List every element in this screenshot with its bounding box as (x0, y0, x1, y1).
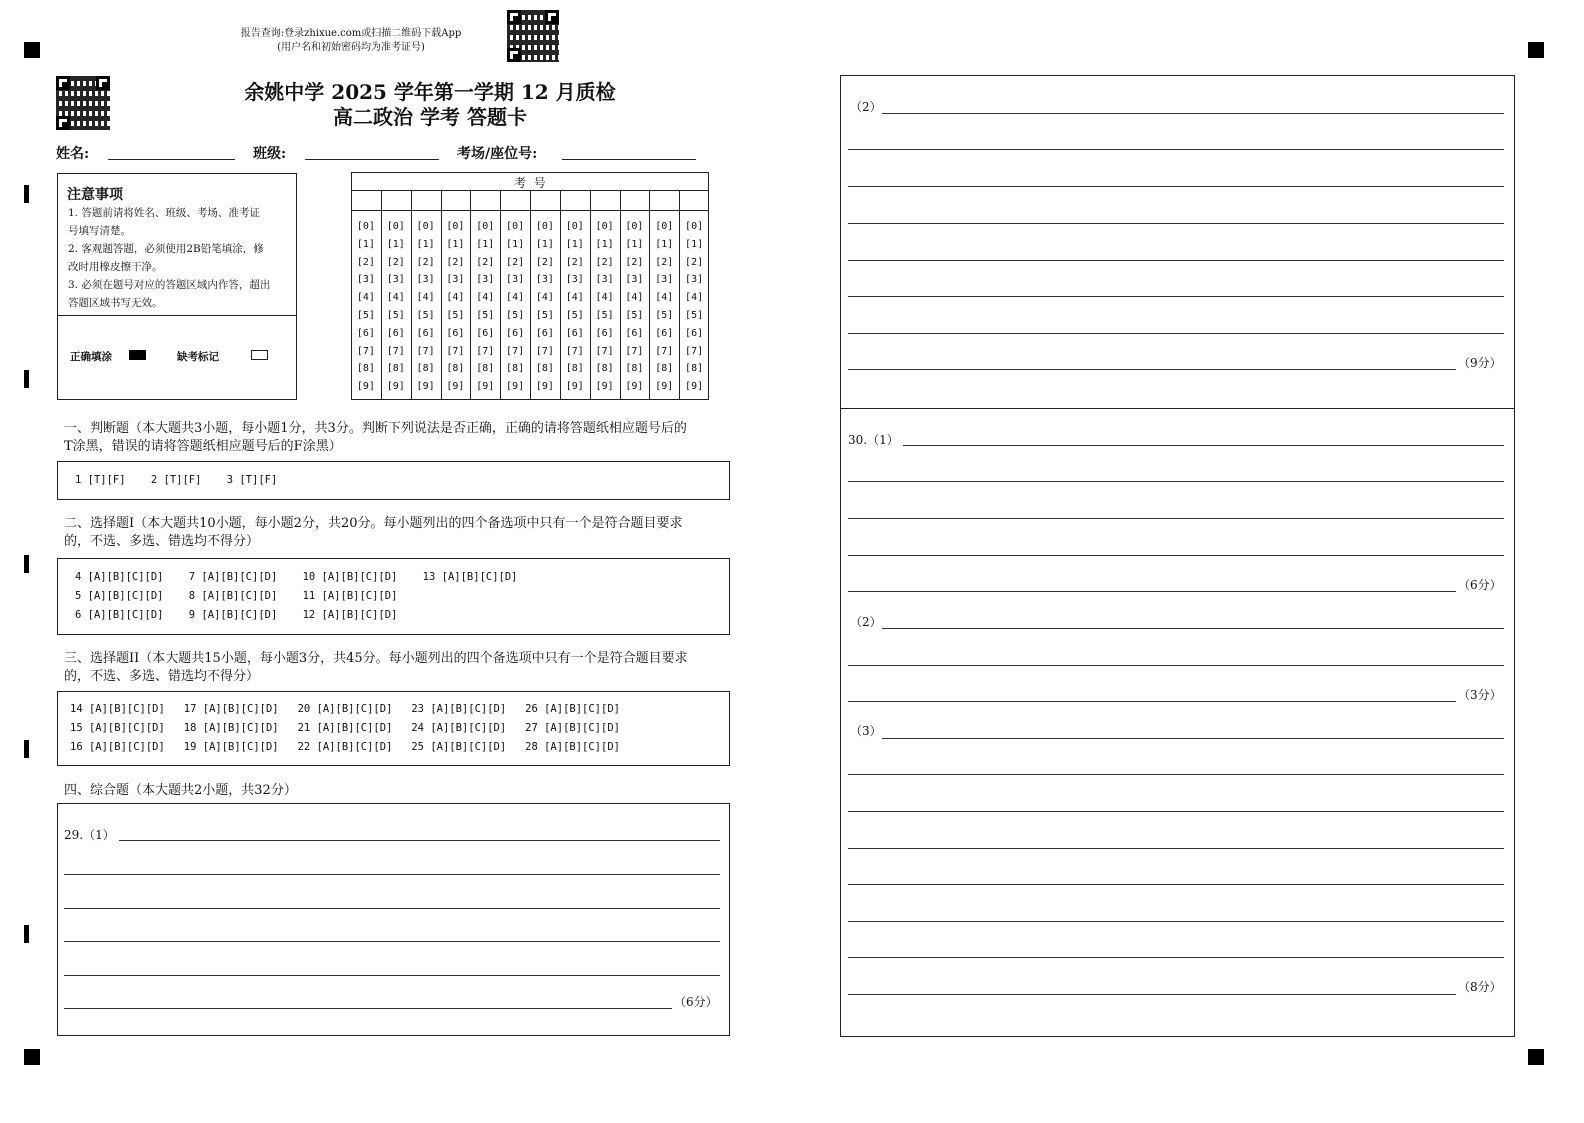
exam-id-digit-bubble[interactable]: [6] (535, 327, 554, 339)
exam-id-digit-bubble[interactable]: [5] (595, 309, 614, 321)
section3-options-row[interactable]: 16 [A][B][C][D] 19 [A][B][C][D] 22 [A][B][C][D] 25 [A][B][C][D] 28 [A][B][C][D] (70, 741, 620, 753)
section2-title-line1: 二、选择题I（本大题共10小题，每小题2分，共20分。每小题列出的四个备选项中只有一个是符合题目要求 (64, 516, 683, 531)
answer-line[interactable] (848, 518, 1504, 519)
exam-id-digit-bubble[interactable]: [1] (476, 238, 495, 250)
exam-id-digit-bubble[interactable]: [1] (356, 238, 375, 250)
exam-id-digit-bubble[interactable]: [9] (655, 381, 674, 393)
exam-id-digit-bubble[interactable]: [2] (625, 256, 644, 268)
exam-id-digit-bubble[interactable]: [0] (655, 221, 674, 232)
exam-id-digit-bubble[interactable]: [7] (356, 345, 375, 357)
exam-id-digit-bubble[interactable]: [7] (685, 345, 704, 357)
exam-id-digit-column[interactable] (651, 218, 677, 396)
exam-id-digit-bubble[interactable]: [7] (476, 345, 495, 357)
notice-item: 改时用橡皮擦干净。 (68, 261, 163, 273)
exam-id-digit-bubble[interactable]: [2] (595, 256, 614, 268)
exam-id-digit-column[interactable] (681, 218, 707, 396)
report-line-2: (用户名和初始密码均为准考证号) (277, 42, 425, 53)
q30-1-score: （6分） (1458, 578, 1502, 592)
exam-id-digit-column[interactable] (532, 218, 558, 396)
exam-id-digit-bubble[interactable]: [9] (416, 381, 435, 393)
q29-2-score: （9分） (1458, 356, 1502, 370)
exam-id-digit-bubble[interactable]: [8] (595, 363, 614, 375)
absent-checkbox[interactable] (251, 350, 268, 360)
exam-id-digit-bubble[interactable]: [1] (386, 238, 405, 250)
answer-line[interactable] (64, 908, 720, 909)
exam-id-column-divider (620, 190, 621, 400)
exam-id-digit-bubble[interactable]: [8] (506, 363, 525, 375)
exam-id-digit-bubble[interactable]: [4] (386, 292, 405, 304)
section3-title-line2: 的，不选、多选、错选均不得分） (64, 669, 260, 684)
exam-id-digit-bubble[interactable]: [3] (685, 274, 704, 286)
exam-id-digit-bubble[interactable]: [4] (416, 292, 435, 304)
section3-options-row[interactable]: 15 [A][B][C][D] 18 [A][B][C][D] 21 [A][B][C][D] 24 [A][B][C][D] 27 [A][B][C][D] (70, 722, 620, 734)
exam-id-digit-bubble[interactable]: [0] (565, 221, 584, 232)
exam-id-digit-bubble[interactable]: [1] (625, 238, 644, 250)
exam-id-digit-bubble[interactable]: [5] (685, 309, 704, 321)
exam-id-digit-bubble[interactable]: [2] (476, 256, 495, 268)
exam-id-column-divider (500, 190, 501, 400)
answer-line[interactable] (848, 369, 1456, 370)
exam-id-column-divider (649, 190, 650, 400)
exam-id-digit-bubble[interactable]: [5] (476, 309, 495, 321)
answer-line[interactable] (882, 628, 1504, 629)
exam-id-digit-bubble[interactable]: [2] (506, 256, 525, 268)
notice-title: 注意事项 (67, 187, 123, 203)
section1-options[interactable]: 1 [T][F] 2 [T][F] 3 [T][F] (75, 474, 278, 486)
section4-title: 四、综合题（本大题共2小题，共32分） (64, 783, 297, 798)
exam-id-digit-bubble[interactable]: [2] (685, 256, 704, 268)
exam-id-digit-bubble[interactable]: [6] (685, 327, 704, 339)
corner-mark-top-right (1528, 42, 1544, 58)
exam-id-digit-bubble[interactable]: [5] (416, 309, 435, 321)
corner-mark-top-left (24, 42, 40, 58)
exam-id-column-divider (411, 190, 412, 400)
exam-id-digit-bubble[interactable]: [6] (386, 327, 405, 339)
q29-answer-box (57, 803, 730, 1036)
answer-line[interactable] (848, 957, 1504, 958)
exam-id-digit-bubble[interactable]: [7] (416, 345, 435, 357)
answer-line[interactable] (64, 874, 720, 875)
exam-id-column-divider (590, 190, 591, 400)
q30-2-score: （3分） (1458, 688, 1502, 702)
q29-2-label: （2） (850, 100, 882, 114)
answer-line[interactable] (848, 186, 1504, 187)
exam-id-digit-bubble[interactable]: [2] (386, 256, 405, 268)
exam-id-digit-bubble[interactable]: [9] (565, 381, 584, 393)
answer-line[interactable] (848, 149, 1504, 150)
notice-item: 答题区域书写无效。 (68, 297, 163, 309)
exam-id-digit-bubble[interactable]: [7] (565, 345, 584, 357)
exam-id-digit-bubble[interactable]: [1] (655, 238, 674, 250)
exam-id-digit-bubble[interactable]: [9] (685, 381, 704, 393)
exam-id-digit-bubble[interactable]: [0] (535, 221, 554, 232)
right-answer-box (840, 75, 1515, 1037)
exam-id-column-divider (470, 190, 471, 400)
exam-id-digit-bubble[interactable]: [4] (655, 292, 674, 304)
notice-item: 3. 必须在题号对应的答题区域内作答，超出 (68, 279, 271, 291)
exam-id-digit-bubble[interactable]: [1] (565, 238, 584, 250)
exam-id-digit-column[interactable] (353, 218, 379, 396)
exam-id-digit-bubble[interactable]: [5] (655, 309, 674, 321)
name-label: 姓名: (56, 146, 90, 162)
exam-id-digit-bubble[interactable]: [4] (356, 292, 375, 304)
exam-id-digit-bubble[interactable]: [3] (416, 274, 435, 286)
answer-line[interactable] (848, 994, 1456, 995)
answer-line[interactable] (848, 481, 1504, 482)
qr-finder-icon (507, 10, 521, 24)
answer-line[interactable] (848, 260, 1504, 261)
exam-id-digit-bubble[interactable]: [6] (416, 327, 435, 339)
exam-id-digit-bubble[interactable]: [1] (685, 238, 704, 250)
exam-id-column-divider (679, 190, 680, 400)
exam-id-digit-bubble[interactable]: [0] (416, 221, 435, 232)
exam-id-digit-bubble[interactable]: [5] (625, 309, 644, 321)
q30-3-label: （3） (850, 724, 882, 738)
answer-line[interactable] (64, 975, 720, 976)
exam-id-digit-bubble[interactable]: [7] (595, 345, 614, 357)
exam-id-digit-bubble[interactable]: [8] (685, 363, 704, 375)
exam-id-digit-bubble[interactable]: [8] (356, 363, 375, 375)
exam-id-digit-bubble[interactable]: [9] (506, 381, 525, 393)
exam-id-column-divider (441, 190, 442, 400)
exam-id-digit-bubble[interactable]: [7] (506, 345, 525, 357)
exam-id-digit-column[interactable] (621, 218, 647, 396)
exam-id-digit-bubble[interactable]: [5] (535, 309, 554, 321)
notice-item: 2. 客观题答题，必须使用2B铅笔填涂，修 (68, 243, 264, 255)
exam-id-digit-bubble[interactable]: [2] (565, 256, 584, 268)
answer-line[interactable] (882, 738, 1504, 739)
timing-mark (24, 740, 29, 758)
class-field[interactable] (305, 159, 439, 160)
exam-id-digit-bubble[interactable]: [4] (476, 292, 495, 304)
exam-id-digit-bubble[interactable]: [0] (386, 221, 405, 232)
seat-label: 考场/座位号: (457, 146, 538, 162)
exam-id-digit-bubble[interactable]: [8] (655, 363, 674, 375)
exam-id-digit-bubble[interactable]: [1] (535, 238, 554, 250)
q30-1-label: 30.（1） (848, 433, 899, 447)
exam-id-digit-bubble[interactable]: [6] (446, 327, 465, 339)
exam-id-digit-column[interactable] (383, 218, 409, 396)
exam-id-digit-bubble[interactable]: [5] (386, 309, 405, 321)
answer-line[interactable] (848, 333, 1504, 334)
exam-id-digit-bubble[interactable]: [6] (506, 327, 525, 339)
exam-id-digit-bubble[interactable]: [6] (356, 327, 375, 339)
exam-id-digit-bubble[interactable]: [3] (506, 274, 525, 286)
exam-id-digit-bubble[interactable]: [1] (446, 238, 465, 250)
exam-id-digit-bubble[interactable]: [3] (625, 274, 644, 286)
exam-id-digit-bubble[interactable]: [8] (625, 363, 644, 375)
exam-id-digit-bubble[interactable]: [0] (476, 221, 495, 232)
exam-id-digit-bubble[interactable]: [9] (386, 381, 405, 393)
qr-finder-icon (507, 48, 521, 62)
corner-mark-bottom-left (24, 1049, 40, 1065)
exam-id-column-divider (381, 190, 382, 400)
exam-id-digit-bubble[interactable]: [8] (416, 363, 435, 375)
exam-id-digit-bubble[interactable]: [9] (446, 381, 465, 393)
exam-id-digit-bubble[interactable]: [8] (565, 363, 584, 375)
exam-id-digit-bubble[interactable]: [5] (565, 309, 584, 321)
exam-id-digit-bubble[interactable]: [2] (655, 256, 674, 268)
exam-id-digit-bubble[interactable]: [9] (625, 381, 644, 393)
q29-1-label: 29.（1） (64, 828, 115, 842)
qr-finder-icon (56, 76, 70, 90)
exam-id-digit-bubble[interactable]: [4] (506, 292, 525, 304)
exam-id-digit-bubble[interactable]: [3] (655, 274, 674, 286)
exam-id-digit-column[interactable] (562, 218, 588, 396)
qr-finder-icon (96, 76, 110, 90)
answer-line[interactable] (848, 555, 1504, 556)
exam-id-digit-bubble[interactable]: [7] (535, 345, 554, 357)
exam-id-digit-bubble[interactable]: [9] (535, 381, 554, 393)
answer-line[interactable] (848, 665, 1504, 666)
section2-options-row[interactable]: 6 [A][B][C][D] 9 [A][B][C][D] 12 [A][B][C][D] (75, 609, 398, 621)
section1-title-line2: T涂黑，错误的请将答题纸相应题号后的F涂黑） (64, 439, 342, 454)
exam-id-column-divider (560, 190, 561, 400)
answer-line[interactable] (848, 223, 1504, 224)
exam-id-digit-bubble[interactable]: [4] (685, 292, 704, 304)
notice-item: 1. 答题前请将姓名、班级、考场、准考证 (68, 207, 260, 219)
exam-id-digit-bubble[interactable]: [7] (446, 345, 465, 357)
exam-id-digit-bubble[interactable]: [1] (416, 238, 435, 250)
exam-id-column-divider (530, 190, 531, 400)
exam-id-digit-bubble[interactable]: [1] (506, 238, 525, 250)
exam-id-digit-bubble[interactable]: [4] (625, 292, 644, 304)
exam-id-digit-bubble[interactable]: [2] (356, 256, 375, 268)
exam-id-digit-bubble[interactable]: [2] (416, 256, 435, 268)
exam-id-digit-bubble[interactable]: [9] (356, 381, 375, 393)
answer-line[interactable] (848, 921, 1504, 922)
timing-mark (24, 555, 29, 573)
correct-fill-sample (129, 350, 146, 360)
correct-fill-label: 正确填涂 (70, 351, 112, 363)
exam-id-digit-column[interactable] (592, 218, 618, 396)
answer-line[interactable] (848, 701, 1456, 702)
section2-options-row[interactable]: 4 [A][B][C][D] 7 [A][B][C][D] 10 [A][B][C][D] 13 [A][B][C][D] (75, 571, 518, 583)
exam-id-digit-bubble[interactable]: [3] (386, 274, 405, 286)
section1-title-line1: 一、判断题（本大题共3小题，每小题1分，共3分。判断下列说法是否正确，正确的请将答题纸相应题号后的 (64, 421, 687, 436)
notice-list (68, 204, 290, 312)
exam-id-digit-bubble[interactable]: [0] (506, 221, 525, 232)
timing-mark (24, 370, 29, 388)
exam-id-digit-bubble[interactable]: [5] (446, 309, 465, 321)
exam-id-digit-bubble[interactable]: [6] (625, 327, 644, 339)
exam-id-digit-bubble[interactable]: [6] (595, 327, 614, 339)
exam-id-digit-bubble[interactable]: [8] (535, 363, 554, 375)
seat-field[interactable] (562, 159, 696, 160)
exam-id-digit-bubble[interactable]: [3] (565, 274, 584, 286)
section2-options-row[interactable]: 5 [A][B][C][D] 8 [A][B][C][D] 11 [A][B][C][D] (75, 590, 398, 602)
exam-id-digit-bubble[interactable]: [6] (565, 327, 584, 339)
exam-id-digit-bubble[interactable]: [8] (386, 363, 405, 375)
section3-options-row[interactable]: 14 [A][B][C][D] 17 [A][B][C][D] 20 [A][B][C][D] 23 [A][B][C][D] 26 [A][B][C][D] (70, 703, 620, 715)
exam-id-digit-bubble[interactable]: [3] (446, 274, 465, 286)
answer-line[interactable] (64, 941, 720, 942)
section3-title-line1: 三、选择题II（本大题共15小题，每小题3分，共45分。每小题列出的四个备选项中只有一个是符合题目要求 (64, 651, 688, 666)
exam-id-digit-column[interactable] (442, 218, 468, 396)
qr-finder-icon (545, 10, 559, 24)
answer-line[interactable] (903, 445, 1504, 446)
exam-id-digit-bubble[interactable]: [4] (535, 292, 554, 304)
exam-id-digit-bubble[interactable]: [0] (595, 221, 614, 232)
q29-1-score: （6分） (674, 995, 718, 1009)
exam-id-digit-bubble[interactable]: [2] (446, 256, 465, 268)
exam-id-digit-bubble[interactable]: [1] (595, 238, 614, 250)
exam-id-digit-bubble[interactable]: [0] (685, 221, 704, 232)
q30-2-label: （2） (850, 615, 882, 629)
notice-item: 号填写清楚。 (68, 225, 131, 237)
exam-id-digit-bubble[interactable]: [9] (476, 381, 495, 393)
exam-id-digit-bubble[interactable]: [8] (446, 363, 465, 375)
exam-id-digit-column[interactable] (502, 218, 528, 396)
name-field[interactable] (108, 159, 235, 160)
exam-id-digit-bubble[interactable]: [2] (535, 256, 554, 268)
corner-mark-bottom-right (1528, 1049, 1544, 1065)
exam-id-digit-bubble[interactable]: [0] (625, 221, 644, 232)
exam-id-digit-bubble[interactable]: [9] (595, 381, 614, 393)
answer-line[interactable] (848, 884, 1504, 885)
notice-divider (57, 315, 297, 316)
page-title: 余姚中学 2025 学年第一学期 12 月质检 (244, 80, 616, 104)
answer-line[interactable] (119, 840, 720, 841)
answer-line[interactable] (64, 1008, 672, 1009)
exam-id-digit-bubble[interactable]: [4] (565, 292, 584, 304)
answer-line[interactable] (848, 591, 1456, 592)
exam-id-digit-bubble[interactable]: [0] (356, 221, 375, 232)
answer-line[interactable] (848, 811, 1504, 812)
absent-label: 缺考标记 (177, 351, 219, 363)
answer-line[interactable] (882, 113, 1504, 114)
answer-line[interactable] (848, 848, 1504, 849)
answer-line[interactable] (848, 774, 1504, 775)
exam-id-digit-column[interactable] (472, 218, 498, 396)
q30-3-score: （8分） (1458, 980, 1502, 994)
exam-id-digit-bubble[interactable]: [7] (625, 345, 644, 357)
exam-id-digit-bubble[interactable]: [3] (595, 274, 614, 286)
exam-id-digit-bubble[interactable]: [5] (506, 309, 525, 321)
page-subtitle: 高二政治 学考 答题卡 (333, 105, 527, 129)
exam-id-digit-bubble[interactable]: [4] (595, 292, 614, 304)
exam-id-digit-bubble[interactable]: [4] (446, 292, 465, 304)
exam-id-digit-bubble[interactable]: [3] (476, 274, 495, 286)
exam-id-title: 考 号 (514, 176, 546, 190)
exam-id-digit-bubble[interactable]: [3] (535, 274, 554, 286)
exam-id-digit-bubble[interactable]: [8] (476, 363, 495, 375)
answer-line[interactable] (848, 296, 1504, 297)
exam-id-digit-bubble[interactable]: [3] (356, 274, 375, 286)
class-label: 班级: (253, 146, 287, 162)
section2-title-line2: 的，不选、多选、错选均不得分） (64, 534, 260, 549)
exam-id-digit-bubble[interactable]: [5] (356, 309, 375, 321)
timing-mark (24, 185, 29, 203)
exam-id-digit-bubble[interactable]: [7] (655, 345, 674, 357)
report-line-1: 报告查询:登录zhixue.com或扫描二维码下载App (240, 28, 462, 39)
exam-id-digit-bubble[interactable]: [6] (655, 327, 674, 339)
exam-id-digit-column[interactable] (413, 218, 439, 396)
exam-id-digit-bubble[interactable]: [6] (476, 327, 495, 339)
exam-id-digit-bubble[interactable]: [0] (446, 221, 465, 232)
right-box-divider (840, 408, 1515, 409)
qr-finder-icon (56, 116, 70, 130)
timing-mark (24, 925, 29, 943)
exam-id-digit-bubble[interactable]: [7] (386, 345, 405, 357)
